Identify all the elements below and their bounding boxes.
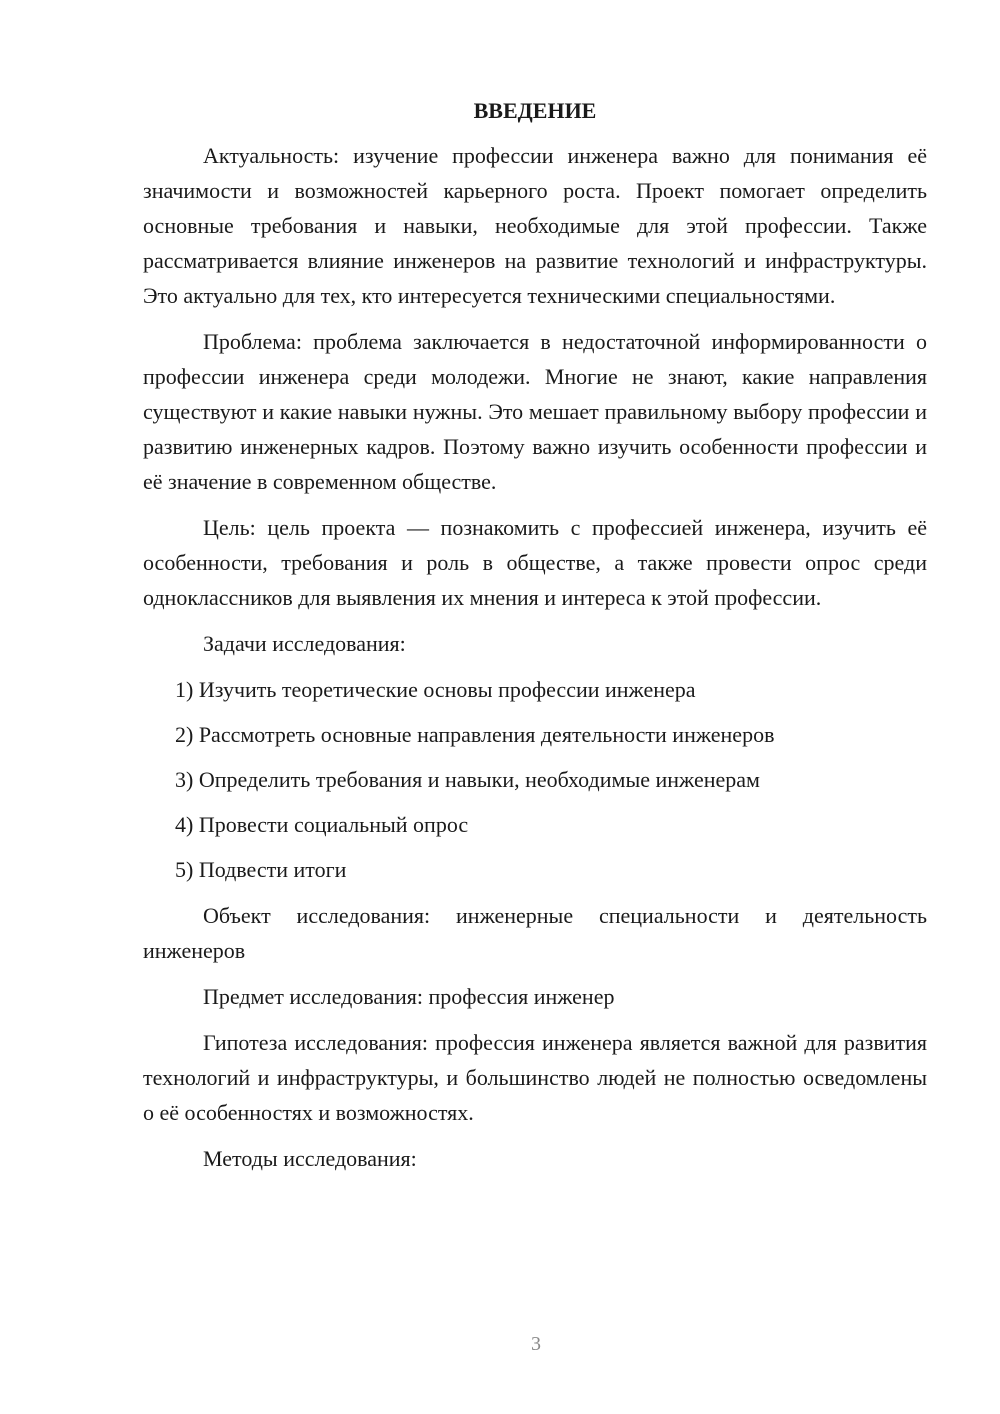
- page-title: ВВЕДЕНИЕ: [473, 98, 597, 123]
- document-page: [143, 96, 927, 1187]
- object-paragraph: Объект исследования: инженерные специальности и деятельность инженеров: [143, 903, 927, 963]
- list-item: 1) Изучить теоретические основы профессии инженера: [175, 677, 696, 702]
- hypothesis-paragraph: Гипотеза исследования: профессия инженера является важной для развития технологий и инфраструктуры, и большинство людей не полностью осведомлены о её особенностях и возможностях.: [143, 1030, 927, 1125]
- list-item: 4) Провести социальный опрос: [175, 812, 469, 837]
- tasks-heading: Задачи исследования:: [203, 631, 406, 656]
- relevance-paragraph: Актуальность: изучение профессии инженера важно для понимания её значимости и возможностей карьерного роста. Проект помогает определить основные требования и навыки, необходимые для этой профессии. Также рассматривается влияние инженеров на развитие технологий и инфраструктуры. Это актуально для тех, кто интересуется техническими специальностями.: [143, 143, 927, 308]
- problem-paragraph: Проблема: проблема заключается в недостаточной информированности о профессии инженера среди молодежи. Многие не знают, какие направления существуют и какие навыки нужны. Это мешает правильному выбору профессии и развитию инженерных кадров. Поэтому важно изучить особенности профессии и её значение в современном обществе.: [143, 329, 927, 494]
- list-item: 2) Рассмотреть основные направления деятельности инженеров: [175, 722, 775, 747]
- page-number: 3: [531, 1333, 541, 1355]
- list-item: 3) Определить требования и навыки, необходимые инженерам: [175, 767, 760, 792]
- goal-paragraph: Цель: цель проекта — познакомить с профессией инженера, изучить её особенности, требования и роль в обществе, а также провести опрос среди одноклассников для выявления их мнения и интереса к этой профессии.: [143, 515, 927, 610]
- tasks-list: [143, 672, 927, 887]
- methods-heading: Методы исследования:: [203, 1146, 417, 1171]
- list-item: 5) Подвести итоги: [175, 857, 347, 882]
- subject-paragraph: Предмет исследования: профессия инженер: [203, 984, 615, 1009]
